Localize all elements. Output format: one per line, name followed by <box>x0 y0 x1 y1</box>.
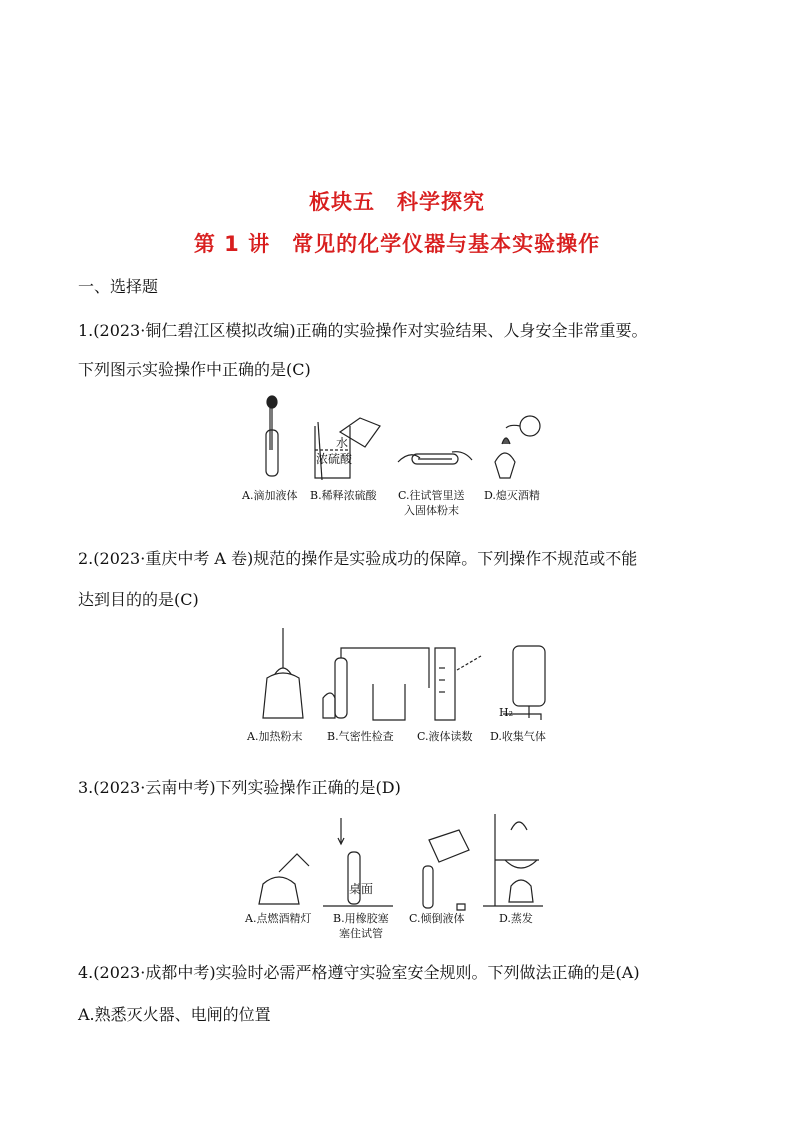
question-3-line-1: 3.(2023·云南中考)下列实验操作正确的是(D) <box>78 778 401 797</box>
option-b-caption: B.气密性检查 <box>327 730 394 743</box>
option-b-caption: B.稀释浓硫酸 <box>310 489 377 502</box>
page-title: 板块五 科学探究 <box>309 190 485 214</box>
airtightness-icon <box>323 648 429 720</box>
question-2-line-1: 2.(2023·重庆中考 A 卷)规范的操作是实验成功的保障。下列操作不规范或不能 <box>78 549 638 568</box>
option-c-caption: C.倾倒液体 <box>409 912 465 925</box>
question-4-line-1: 4.(2023·成都中考)实验时必需严格遵守实验室安全规则。下列做法正确的是(A) <box>78 963 640 982</box>
question-2-line-2: 达到目的的是(C) <box>78 590 199 609</box>
option-c-caption: C.液体读数 <box>417 730 473 743</box>
option-b-caption-2: 塞住试管 <box>339 927 383 940</box>
desk-label: 桌面 <box>349 882 374 896</box>
option-d-caption: D.熄灭酒精 <box>484 489 540 502</box>
question-1-line-2: 下列图示实验操作中正确的是(C) <box>78 360 311 379</box>
hydrogen-label: H₂ <box>499 706 514 719</box>
option-a-caption: A.加热粉末 <box>247 730 303 743</box>
heating-icon <box>263 628 303 718</box>
option-b-caption-1: B.用橡胶塞 <box>333 912 389 925</box>
section-heading: 一、选择题 <box>78 277 159 296</box>
question-1-figure <box>240 392 560 517</box>
question-4-option-a: A.熟悉灭火器、电闸的位置 <box>78 1005 271 1024</box>
test-tube-icon <box>398 452 472 464</box>
page-subtitle: 第 1 讲 常见的化学仪器与基本实验操作 <box>193 232 601 256</box>
option-a-caption: A.滴加液体 <box>242 489 298 502</box>
question-3-figure <box>243 810 553 940</box>
option-a-caption: A.点燃酒精灯 <box>245 912 312 925</box>
option-c-caption-1: C.往试管里送 <box>398 489 465 502</box>
dropper-icon <box>266 396 278 476</box>
acid-label: 浓硫酸 <box>316 452 353 466</box>
alcohol-lamp-icon <box>259 854 309 904</box>
evaporation-stand-icon <box>483 814 543 906</box>
graduated-cylinder-icon <box>435 648 481 720</box>
question-2-figure <box>245 628 555 748</box>
alcohol-lamp-icon <box>495 416 540 478</box>
option-d-caption: D.收集气体 <box>490 730 546 743</box>
option-d-caption: D.蒸发 <box>499 912 533 925</box>
question-1-line-1: 1.(2023·铜仁碧江区模拟改编)正确的实验操作对实验结果、人身安全非常重要。 <box>78 321 648 340</box>
option-c-caption-2: 入固体粉末 <box>404 504 459 517</box>
pouring-icon <box>423 830 469 910</box>
water-label: 水 <box>336 436 349 450</box>
